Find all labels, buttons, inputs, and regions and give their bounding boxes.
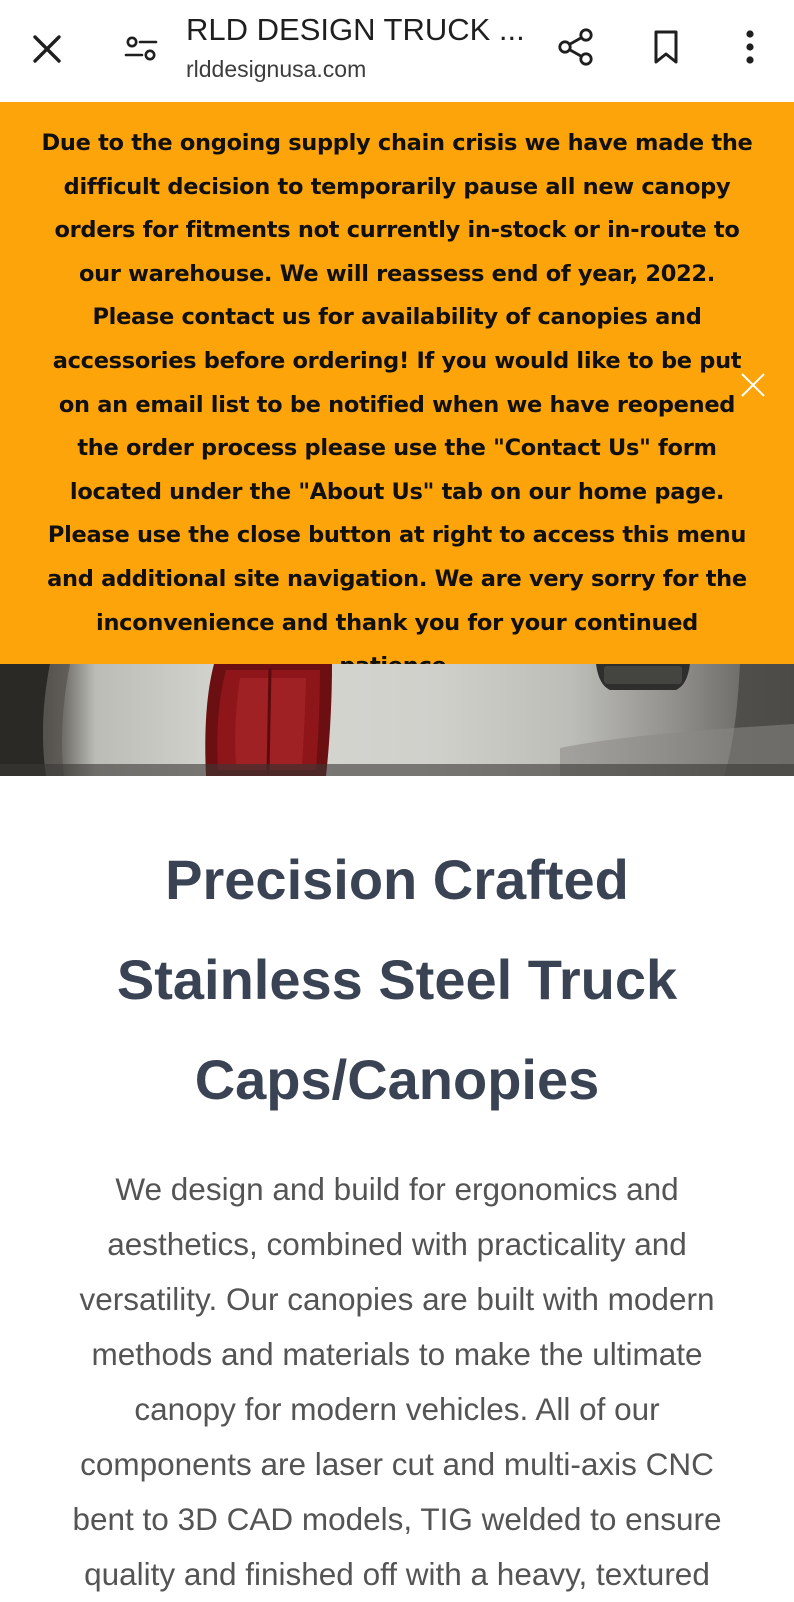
bookmark-icon[interactable] [648, 26, 684, 68]
close-icon[interactable] [26, 28, 68, 70]
browser-top-bar [0, 0, 794, 102]
page-title[interactable]: RLD DESIGN TRUCK ... [186, 12, 525, 47]
more-vertical-icon[interactable] [736, 26, 764, 68]
share-icon[interactable] [554, 24, 598, 70]
close-icon[interactable] [738, 370, 768, 400]
page-settings-icon[interactable] [118, 28, 164, 70]
main-heading: Precision Crafted Stainless Steel Truck Caps/Canopies [116, 848, 678, 1111]
notice-text: Due to the ongoing supply chain crisis we have made the difficult decision to temporarily pause all new canopy orders for fitments not currently in-stock or in-route to our warehouse. We will reassess end of year, 2022. Please contact us for availability of canopies and accessories before ordering! If you would like to be put on an email list to be notified when we have reopened the order process please use the "Contact Us" form located under the "About Us" tab on our home page. Please use the close button at right to access this menu and additional site navigation. We are very sorry for the inconvenience and thank you for your continued [41, 130, 753, 636]
page-url[interactable]: rlddesignusa.com [186, 56, 367, 82]
intro-paragraph: We design and build for ergonomics and aesthetics, combined with practicality and versatility. Our canopies are built with modern methods and materials to make the ultimate canopy for modern vehicles. All of our components are laser cut and multi-axis CNC bent to 3D CAD models, TIG welded to ensure quality and finished off with a heavy, textured [72, 1171, 722, 1592]
hero-truck-image [0, 664, 794, 776]
